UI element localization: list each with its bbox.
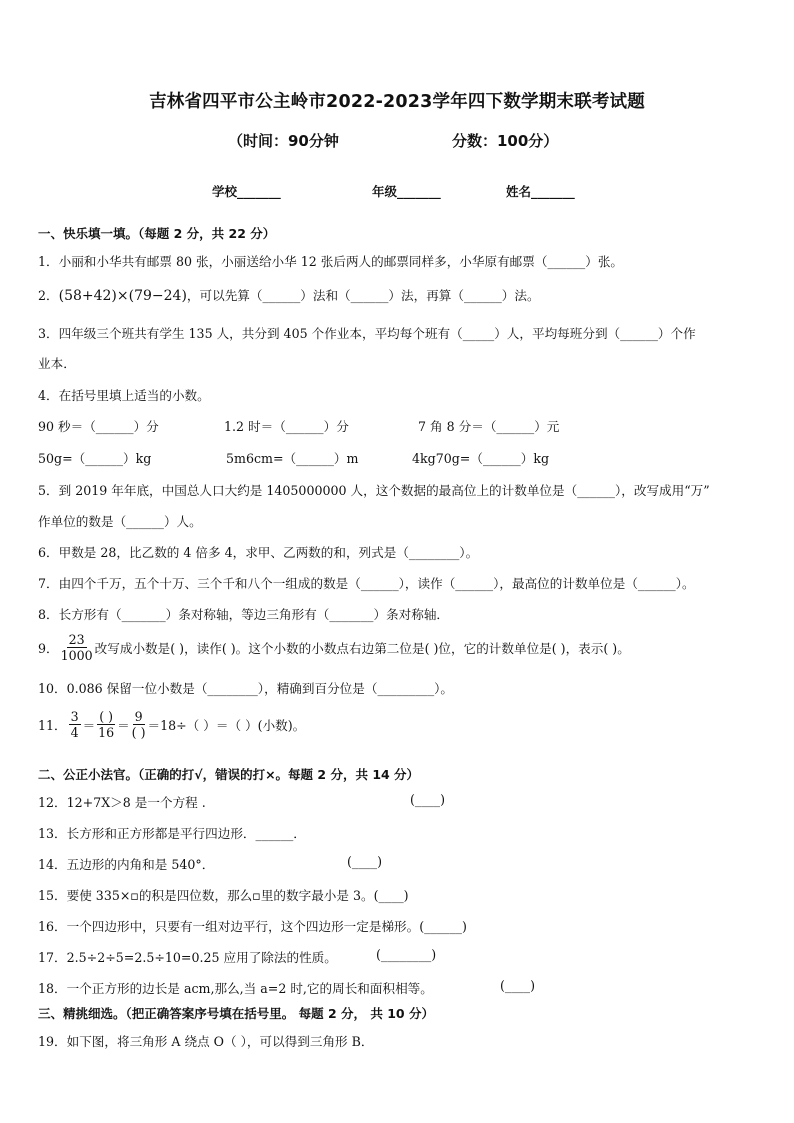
name-field: 姓名_______ — [506, 184, 575, 199]
question-number: 11． — [38, 718, 67, 733]
fraction-numerator: 23 — [68, 632, 85, 647]
question-2 — [38, 285, 540, 304]
math-expression: (58+42)×(79−24) — [58, 288, 187, 304]
question-4-item-a: 90 秒＝（______）分 — [38, 419, 159, 434]
fraction-denominator: 4 — [70, 725, 79, 740]
question-4-item-c: 7 角 8 分＝（______）元 — [418, 419, 560, 434]
question-11 — [38, 709, 305, 740]
question-5-line1: 5．到 2019 年年底，中国总人口大约是 1405000000 人，这个数据的最高位上的计数单位是（______），改写成用“万” — [38, 483, 710, 498]
question-text: 改写成小数是( )，读作( )。这个小数的小数点右边第二位是( )位，它的计数单位是( )，表示( )。 — [94, 641, 630, 656]
question-18: 18．一个正方形的边长是 acm,那么,当 a=2 时,它的周长和面积相等。 — [38, 981, 433, 996]
question-5-line2: 作单位的数是（______）人。 — [38, 514, 202, 529]
fraction — [97, 709, 115, 740]
section-heading-fill: 一、快乐填一填。（每题 2 分，共 22 分） — [38, 226, 276, 241]
question-8: 8．长方形有（_______）条对称轴，等边三角形有（_______）条对称轴． — [38, 607, 450, 622]
question-12: 12．12+7X＞8 是一个方程 . — [38, 795, 206, 810]
question-9 — [38, 632, 630, 663]
grade-field: 年级_______ — [372, 184, 441, 199]
question-3-line2: 业本． — [38, 356, 76, 371]
question-7: 7．由四个千万，五个十万、三个千和八个一组成的数是（______），读作（______），最高位的计数单位是（______）。 — [38, 576, 695, 591]
answer-blank: (____) — [410, 792, 446, 807]
question-19: 19．如下图，将三角形 A 绕点 O（ ），可以得到三角形 B． — [38, 1034, 374, 1049]
fraction-denominator: ( ) — [131, 725, 146, 740]
question-4-item-d: 50g=（______）kg — [38, 451, 152, 466]
fraction-numerator: 9 — [134, 709, 143, 724]
question-6: 6．甲数是 28，比乙数的 4 倍多 4，求甲、乙两数的和，列式是（________）。 — [38, 545, 479, 560]
question-15: 15．要使 335×▫的积是四位数，那么▫里的数字最小是 3。(____) — [38, 888, 409, 903]
exam-title: 吉林省四平市公主岭市2022-2023学年四下数学期末联考试题 — [149, 92, 645, 112]
exam-time: （时间：90分钟 — [228, 132, 339, 150]
question-17: 17．2.5÷2÷5=2.5÷10=0.25 应用了除法的性质。 — [38, 950, 337, 965]
question-4: 4．在括号里填上适当的小数。 — [38, 388, 210, 403]
question-16: 16．一个四边形中，只要有一组对边平行，这个四边形一定是梯形。(______) — [38, 919, 467, 934]
fraction — [69, 709, 81, 740]
question-13: 13．长方形和正方形都是平行四边形．______． — [38, 826, 306, 841]
question-text: ，可以先算（______）法和（______）法，再算（______）法。 — [186, 288, 540, 303]
section-heading-judge: 二、公正小法官。（正确的打√，错误的打×。每题 2 分，共 14 分） — [38, 767, 420, 782]
answer-blank: (____) — [500, 978, 536, 993]
question-3-line1: 3．四年级三个班共有学生 135 人，共分到 405 个作业本，平均每个班有（_____）人，平均每班分到（______）个作 — [38, 326, 696, 341]
question-number: 2． — [38, 288, 59, 303]
question-4-item-e: 5m6cm=（______）m — [226, 451, 359, 466]
question-1: 1．小丽和小华共有邮票 80 张，小丽送给小华 12 张后两人的邮票同样多，小华原有邮票（______）张。 — [38, 254, 624, 269]
equals-sign: ＝ — [117, 718, 130, 733]
question-4-item-f: 4kg70g=（______）kg — [412, 451, 550, 466]
fraction-numerator: ( ) — [99, 709, 114, 724]
school-field: 学校_______ — [212, 184, 281, 199]
answer-blank: (________) — [376, 947, 437, 962]
fraction-numerator: 3 — [70, 709, 79, 724]
question-10: 10．0.086 保留一位小数是（________），精确到百分位是（_________）。 — [38, 681, 453, 696]
exam-score: 分数：100分） — [452, 132, 559, 150]
fraction-denominator: 1000 — [60, 648, 93, 663]
question-4-item-b: 1.2 时＝（______）分 — [224, 419, 349, 434]
section-heading-choice: 三、精挑细选。（把正确答案序号填在括号里。 每题 2 分， 共 10 分） — [38, 1006, 434, 1021]
question-text: ＝18÷（ ）＝（ ）(小数)。 — [147, 718, 306, 733]
equals-sign: ＝ — [82, 718, 96, 733]
question-14: 14．五边形的内角和是 540°． — [38, 857, 215, 872]
answer-blank: (____) — [347, 854, 383, 869]
fraction-denominator: 16 — [98, 725, 115, 740]
question-number: 9． — [38, 641, 59, 656]
fraction — [61, 632, 93, 663]
fraction — [132, 709, 146, 740]
